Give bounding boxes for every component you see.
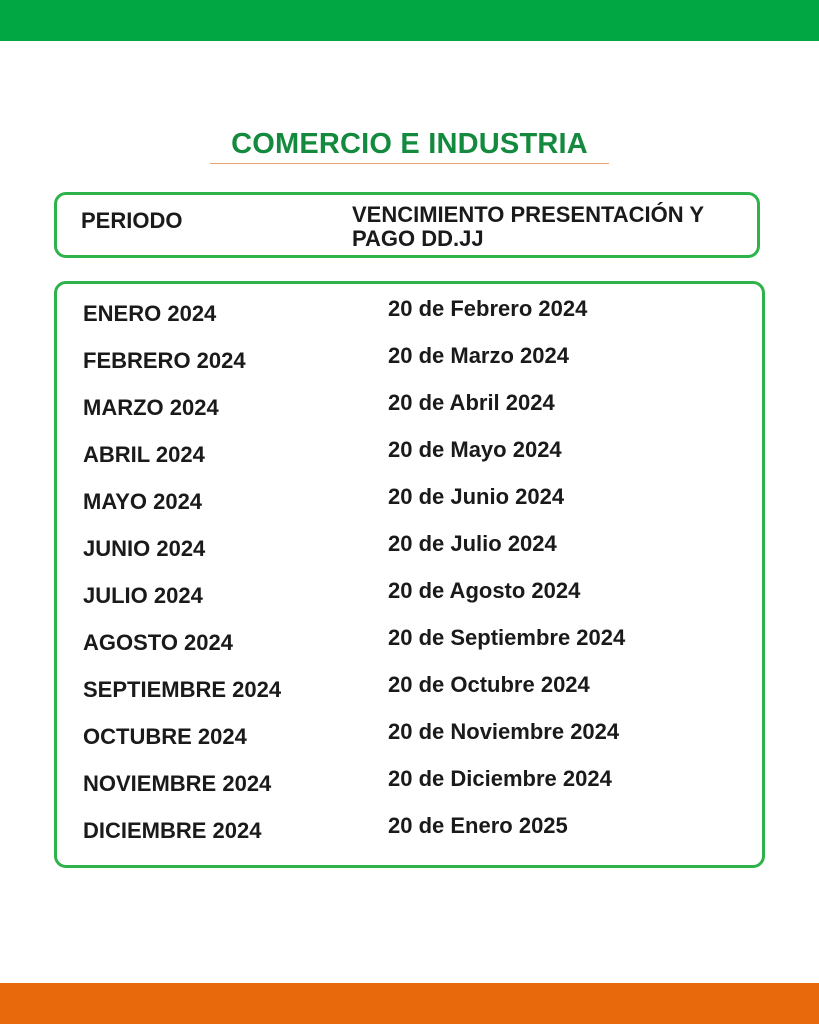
- row-due-date: 20 de Mayo 2024: [388, 437, 562, 462]
- row-due-date: 20 de Septiembre 2024: [388, 625, 626, 650]
- row-due-date: 20 de Agosto 2024: [388, 578, 581, 603]
- row-due-date: 20 de Junio 2024: [388, 484, 565, 509]
- row-period: SEPTIEMBRE 2024: [83, 677, 282, 702]
- row-due-date: 20 de Octubre 2024: [388, 672, 590, 697]
- bottom-orange-bar: [0, 983, 819, 1024]
- table-row: [0, 437, 819, 467]
- table-row: [0, 672, 819, 702]
- row-period: OCTUBRE 2024: [83, 724, 247, 749]
- row-due-date: 20 de Abril 2024: [388, 390, 555, 415]
- row-period: MARZO 2024: [83, 395, 219, 420]
- page-title: COMERCIO E INDUSTRIA: [231, 128, 588, 160]
- title-underline: [210, 163, 609, 164]
- table-row: [0, 390, 819, 420]
- row-period: AGOSTO 2024: [83, 630, 233, 655]
- table-row: [0, 719, 819, 749]
- row-due-date: 20 de Febrero 2024: [388, 296, 588, 321]
- row-due-date: 20 de Diciembre 2024: [388, 766, 612, 791]
- row-due-date: 20 de Julio 2024: [388, 531, 557, 556]
- table-row: [0, 296, 819, 326]
- row-due-date: 20 de Noviembre 2024: [388, 719, 620, 744]
- row-period: MAYO 2024: [83, 489, 203, 514]
- table-row: [0, 484, 819, 514]
- top-green-bar: [0, 0, 819, 41]
- table-row: [0, 625, 819, 655]
- row-period: ABRIL 2024: [83, 442, 205, 467]
- table-row: [0, 531, 819, 561]
- header-due-date: VENCIMIENTO PRESENTACIÓN Y PAGO DD.JJ: [352, 202, 704, 251]
- row-period: JULIO 2024: [83, 583, 203, 608]
- row-due-date: 20 de Enero 2025: [388, 813, 568, 838]
- header-period: PERIODO: [81, 208, 183, 233]
- row-period: DICIEMBRE 2024: [83, 818, 262, 843]
- table-row: [0, 813, 819, 843]
- row-period: NOVIEMBRE 2024: [83, 771, 272, 796]
- row-due-date: 20 de Marzo 2024: [388, 343, 569, 368]
- row-period: ENERO 2024: [83, 301, 217, 326]
- table-row: [0, 766, 819, 796]
- row-period: FEBRERO 2024: [83, 348, 246, 373]
- row-period: JUNIO 2024: [83, 536, 206, 561]
- table-row: [0, 578, 819, 608]
- table-row: [0, 343, 819, 373]
